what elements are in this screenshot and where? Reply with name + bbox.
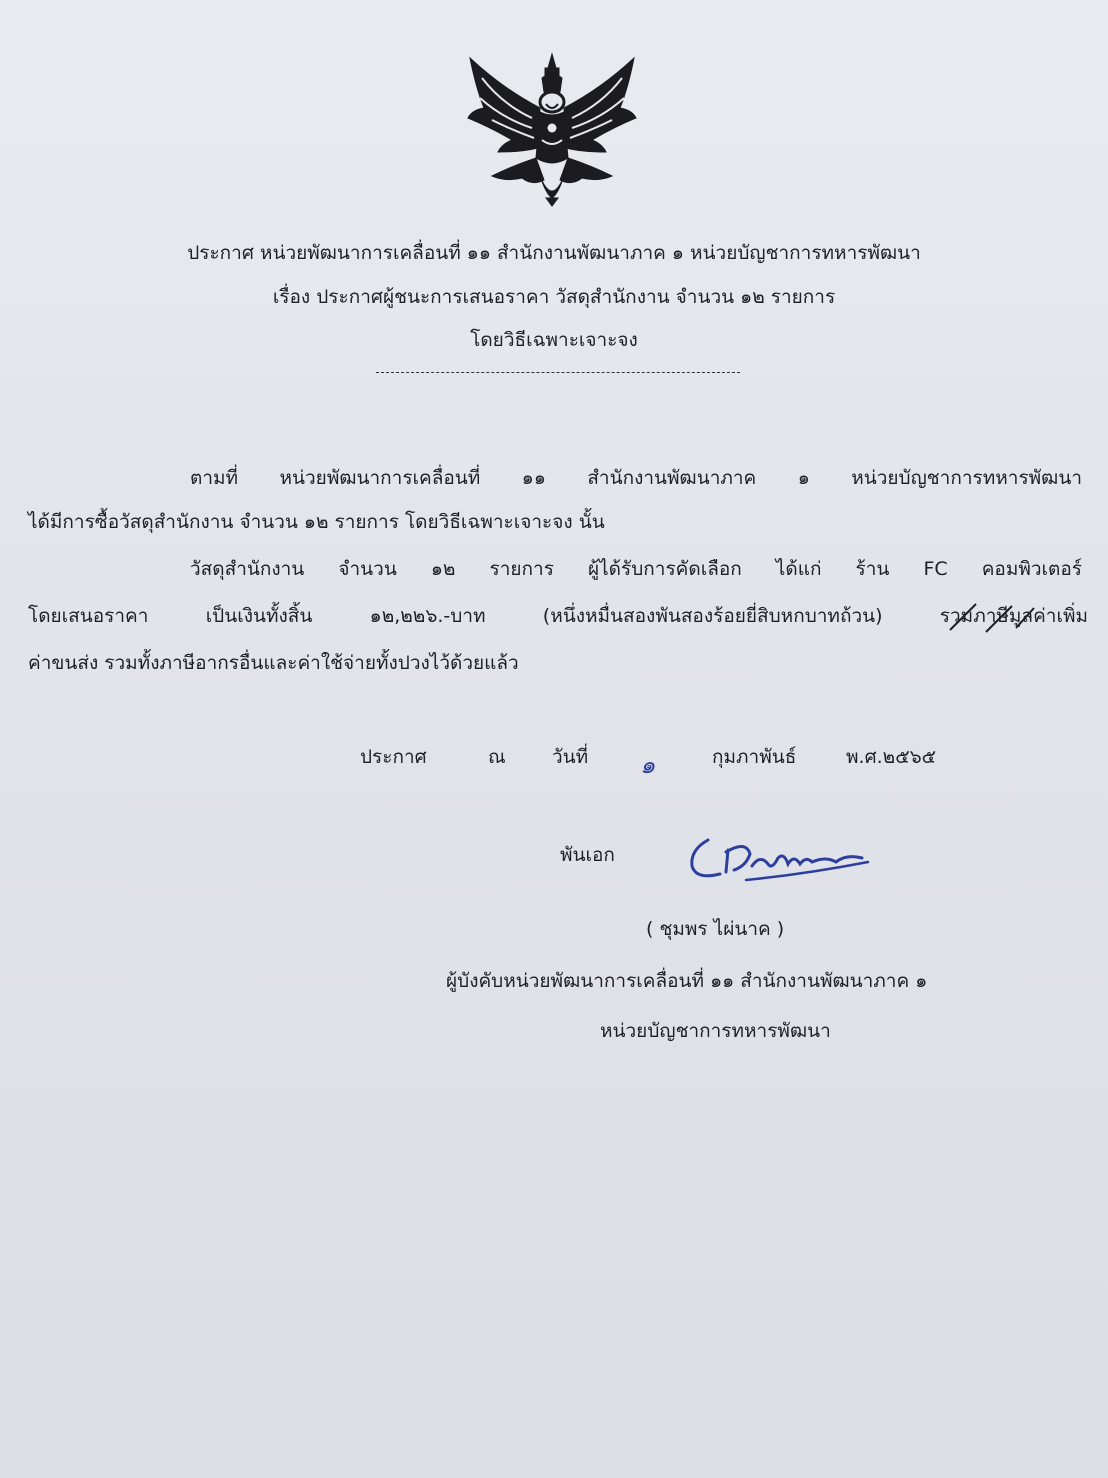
signatory-position-line-1: ผู้บังคับหน่วยพัฒนาการเคลื่อนที่ ๑๑ สำนักงานพัฒนาภาค ๑ bbox=[446, 970, 928, 992]
announce-at: ณ bbox=[488, 746, 506, 768]
signature-image bbox=[686, 832, 876, 892]
signatory-position-line-2: หน่วยบัญชาการทหารพัฒนา bbox=[600, 1020, 831, 1042]
paragraph-2-line-1: วัสดุสำนักงาน จำนวน ๑๒ รายการ ผู้ได้รับการคัดเลือก ได้แก่ ร้าน FC คอมพิวเตอร์ bbox=[190, 558, 1082, 580]
garuda-emblem-icon bbox=[462, 48, 642, 208]
strike-mark-icon bbox=[946, 598, 1036, 638]
announcement-subject: เรื่อง ประกาศผู้ชนะการเสนอราคา วัสดุสำนักงาน จำนวน ๑๒ รายการ bbox=[272, 286, 836, 308]
announcement-method: โดยวิธีเฉพาะเจาะจง bbox=[470, 329, 638, 351]
paragraph-2-line-2: โดยเสนอราคา เป็นเงินทั้งสิ้น ๑๒,๒๒๖.-บาท (หนึ่งหมื่นสองพันสองร้อยยี่สิบหกบาทถ้วน) รวมภาษีมูลค่าเพิ่ม bbox=[28, 605, 1088, 627]
announce-year: พ.ศ.๒๕๖๕ bbox=[846, 746, 937, 768]
announce-month: กุมภาพันธ์ bbox=[712, 746, 797, 768]
announce-day-label: วันที่ bbox=[552, 746, 589, 768]
announce-day-value: ๑ bbox=[640, 751, 656, 779]
paragraph-2-line-3: ค่าขนส่ง รวมทั้งภาษีอากรอื่นและค่าใช้จ่ายทั้งปวงไว้ด้วยแล้ว bbox=[28, 652, 519, 674]
announcement-title: ประกาศ หน่วยพัฒนาการเคลื่อนที่ ๑๑ สำนักงานพัฒนาภาค ๑ หน่วยบัญชาการทหารพัฒนา bbox=[187, 242, 921, 264]
paragraph-1-line-2: ได้มีการซื้อวัสดุสำนักงาน จำนวน ๑๒ รายการ โดยวิธีเฉพาะเจาะจง นั้น bbox=[28, 511, 605, 533]
signatory-name: ( ชุมพร ไผ่นาค ) bbox=[646, 918, 785, 940]
announce-label: ประกาศ bbox=[360, 746, 427, 768]
paragraph-1-line-1: ตามที่ หน่วยพัฒนาการเคลื่อนที่ ๑๑ สำนักงานพัฒนาภาค ๑ หน่วยบัญชาการทหารพัฒนา bbox=[190, 467, 1082, 489]
separator-line bbox=[376, 372, 740, 373]
signatory-rank: พันเอก bbox=[560, 844, 615, 866]
